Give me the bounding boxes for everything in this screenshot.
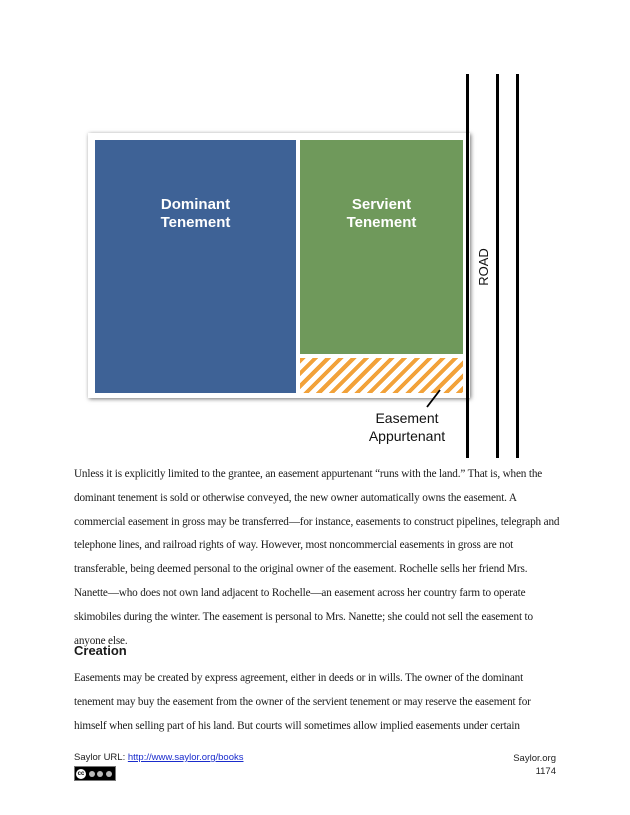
saylor-books-link[interactable]: http://www.saylor.org/books [127,752,244,763]
cc-circle-icon: cc [77,770,85,777]
page-number: 1174 [535,766,556,777]
dominant-tenement-label: Dominant Tenement [160,196,231,231]
section-heading: Creation [74,643,127,658]
road-label: ROAD [475,248,491,286]
footer-site-name: Saylor.org [513,753,556,764]
footer-page-info [480,752,556,778]
servient-tenement-label: Servient Tenement [346,196,417,231]
creative-commons-badge-icon[interactable] [74,766,116,781]
body-paragraph: Easements may be created by express agreement, either in deeds or in wills. The owner of the dominant tenement may buy the easement from the owner of the servient tenement or may reserve the easement for himself when selling part of his land. But courts will sometimes allow implied easements under certain [74,672,531,732]
footer-url-label: Saylor URL: [74,752,128,763]
easement-appurtenant-label: Easement Appurtenant [368,410,446,444]
footer-url-line [74,752,244,763]
cc-license-marks-icon [86,767,115,780]
body-paragraph: Unless it is explicitly limited to the grantee, an easement appurtenant “runs with the land.” That is, when the dominant tenement is sold or otherwise conveyed, the new owner automatically owns the easement. A commercial easement in gross may be transferred—for instance, easements to construct pipelines, telegraph and telephone lines, and railroad rights of way. However, most noncommercial easements in gross are not transferable, being deemed personal to the original owner of the easement. Rochelle sells her friend Mrs. Nanette—who does not own land adjacent to Rochelle—an easement across her country farm to operate skimobiles during the winter. The easement is personal to Mrs. Nanette; she could not sell the easement to anyone else. [74,468,560,647]
